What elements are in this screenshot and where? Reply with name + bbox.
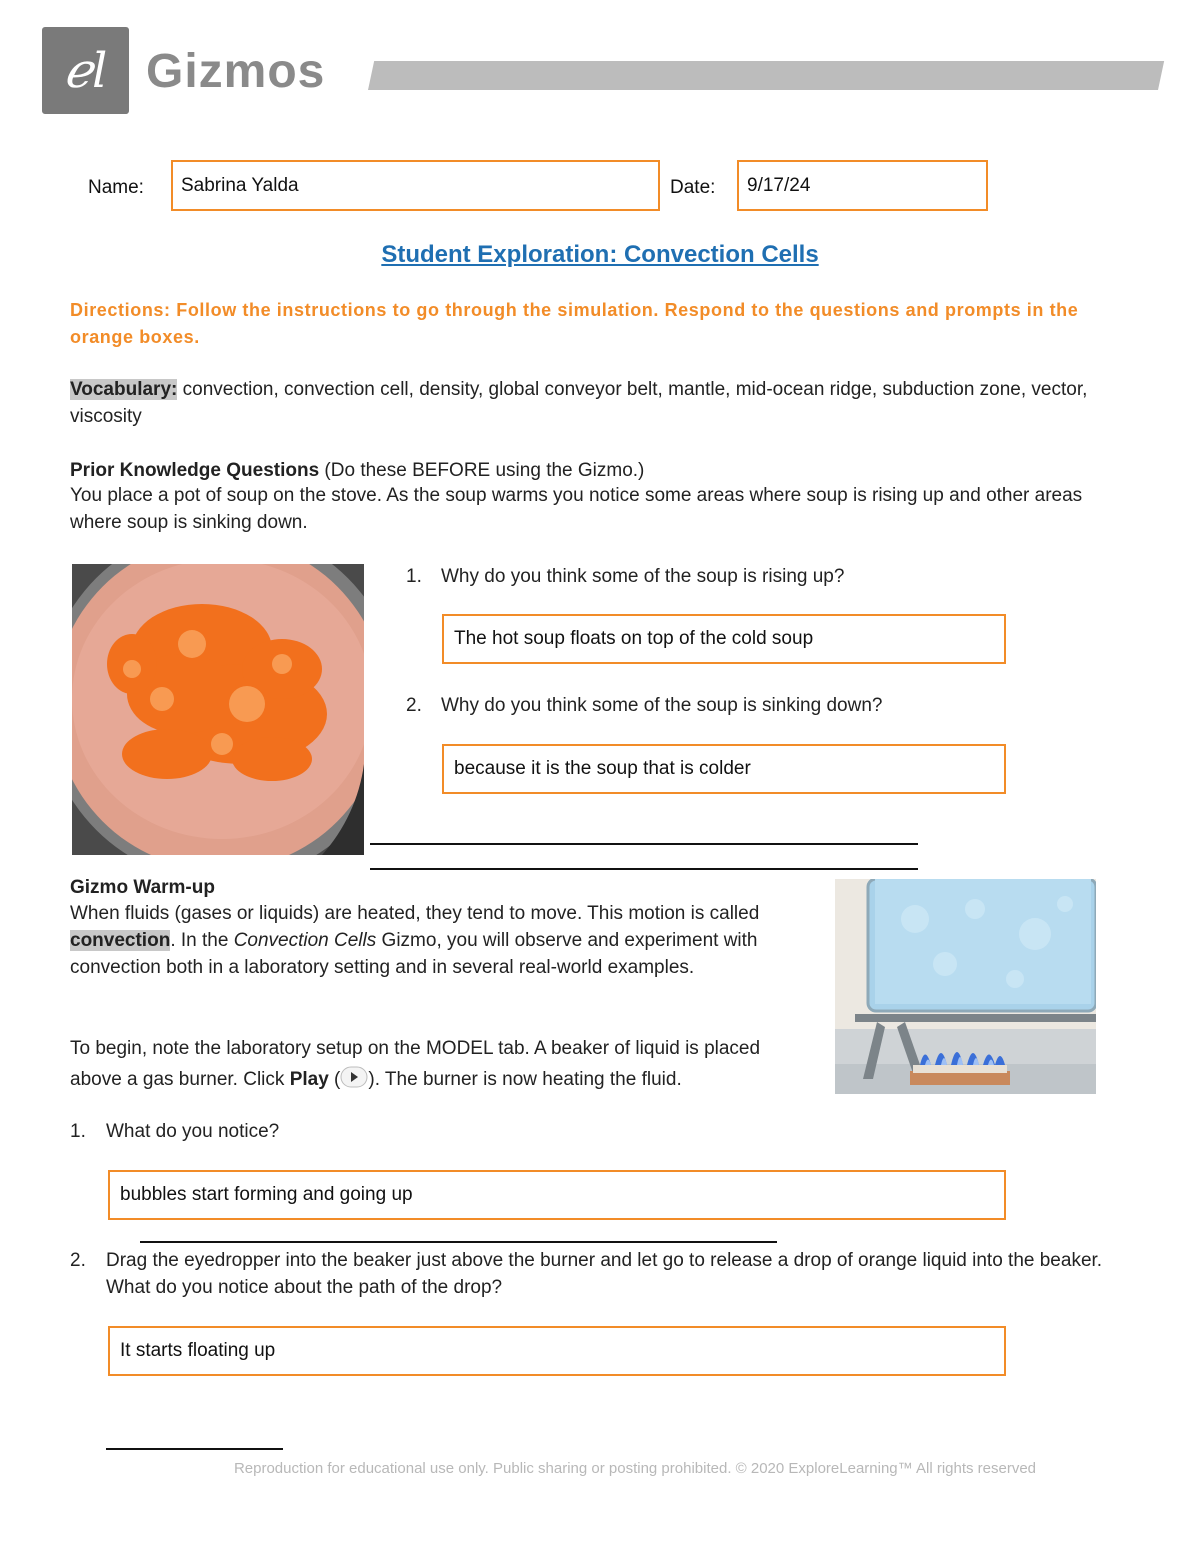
warmup-question-2-number: 2. — [70, 1250, 86, 1271]
prior-knowledge-note: (Do these BEFORE using the Gizmo.) — [319, 460, 645, 481]
warmup-heading: Gizmo Warm-up — [70, 877, 215, 898]
warmup-p2-text-b: ( — [328, 1069, 341, 1090]
warmup-question-1-text: What do you notice? — [106, 1121, 280, 1142]
date-label: Date: — [670, 177, 716, 198]
answer-line — [370, 843, 918, 845]
gizmo-name: Convection Cells — [233, 930, 377, 951]
warmup-paragraph-1 — [70, 900, 805, 981]
vocabulary-label: Vocabulary: — [70, 379, 178, 400]
warmup-p2-text-a: To begin, note the laboratory setup on the MODEL tab. A beaker of liquid is placed above a gas burner. Click — [70, 1038, 761, 1090]
warmup-paragraph-2 — [70, 1033, 805, 1095]
prior-knowledge-intro: You place a pot of soup on the stove. As the soup warms you notice some areas where soup is rising up and other areas where soup is sinking down. — [70, 485, 1083, 533]
pk-answer-1-field[interactable]: The hot soup floats on top of the cold soup — [442, 614, 1006, 664]
warmup-p1-text-b: . In the — [170, 930, 234, 951]
page-title: Student Exploration: Convection Cells — [381, 241, 819, 268]
convection-term: convection — [70, 930, 171, 951]
answer-line — [370, 868, 918, 870]
pk-question-1-number: 1. — [406, 566, 422, 587]
name-field[interactable]: Sabrina Yalda — [171, 160, 660, 211]
warmup-question-2-text: Drag the eyedropper into the beaker just above the burner and let go to release a drop of orange liquid into the beaker. What do you notice about the path of the drop? — [106, 1250, 1103, 1298]
brand-name: Gizmos — [146, 45, 326, 98]
footer-copyright: Reproduction for educational use only. Public sharing or posting prohibited. © 2020 ExploreLearning™ All rights reserved — [233, 1460, 1037, 1477]
play-label: Play — [289, 1069, 329, 1090]
prior-knowledge-heading — [70, 457, 1130, 484]
name-label: Name: — [88, 177, 144, 198]
warmup-p2-text-c: ). The burner is now heating the fluid. — [368, 1069, 682, 1090]
explorelearning-logo — [42, 27, 129, 114]
date-field[interactable]: 9/17/24 — [737, 160, 988, 211]
header-bar — [368, 61, 1164, 90]
vocabulary-paragraph — [70, 376, 1130, 430]
pk-question-1-text: Why do you think some of the soup is rising up? — [441, 566, 845, 587]
answer-line — [140, 1241, 777, 1243]
warmup-question-1-number: 1. — [70, 1121, 86, 1142]
play-button-icon — [340, 1066, 368, 1086]
pk-answer-2-field[interactable]: because it is the soup that is colder — [442, 744, 1006, 794]
warmup-answer-2-field[interactable]: It starts floating up — [108, 1326, 1006, 1376]
pk-question-2-text: Why do you think some of the soup is sinking down? — [441, 695, 883, 716]
soup-pot-photo — [72, 564, 364, 855]
warmup-answer-1-field[interactable]: bubbles start forming and going up — [108, 1170, 1006, 1220]
pk-question-2-number: 2. — [406, 695, 422, 716]
warmup-p1-text-a: When fluids (gases or liquids) are heated, they tend to move. This motion is called — [70, 903, 760, 924]
logo-mark: ℯl — [63, 42, 108, 99]
footnote-rule — [106, 1448, 283, 1450]
beaker-burner-illustration — [835, 879, 1096, 1094]
prior-knowledge-title: Prior Knowledge Questions — [70, 460, 320, 481]
vocabulary-terms: convection, convection cell, density, global conveyor belt, mantle, mid-ocean ridge, subduction zone, vector, viscosity — [70, 379, 1088, 427]
warmup-p1-text-c: Gizmo, you will observe and experiment with convection both in a laboratory setting and in several real-world examples. — [70, 930, 758, 978]
directions-text: Directions: Follow the instructions to go through the simulation. Respond to the questions and prompts in the orange boxes. — [70, 300, 1079, 347]
